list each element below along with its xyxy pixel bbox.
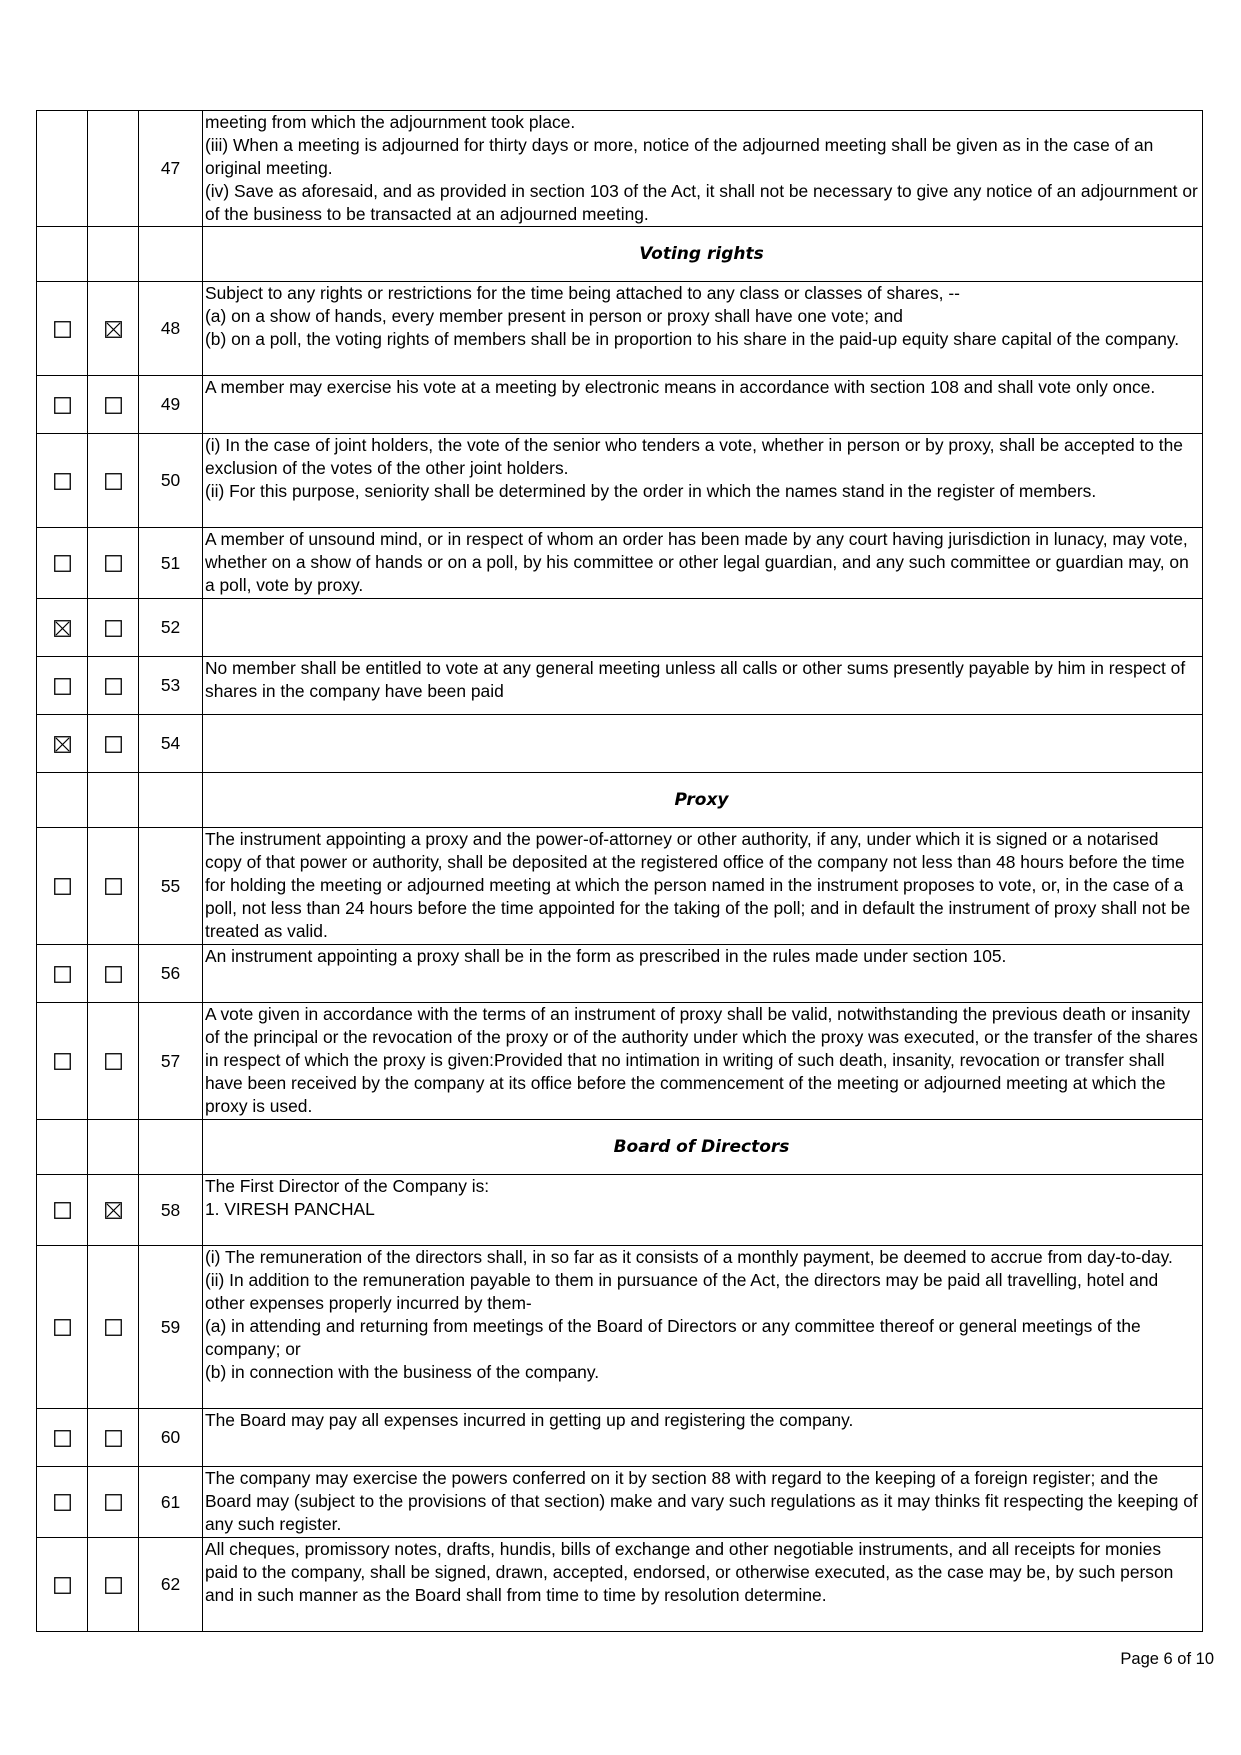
article-text: A vote given in accordance with the terms of an instrument of proxy shall be valid, notwithstanding the previous death or insanity of the principal or the revocation of the proxy or of the authority under which the proxy was executed, or the transfer of the shares in respect of which the proxy is given:Provided that no intimation in writing of such death, insanity, revocation or transfer shall have been received by the company at its office before the commencement of the meeting or adjourned meeting at which the proxy is used.	[203, 1003, 1203, 1120]
checkbox-cell-1	[37, 1467, 88, 1538]
checkbox-cell-1	[37, 1409, 88, 1467]
checked-checkbox-1[interactable]	[54, 736, 71, 753]
article-text: (i) In the case of joint holders, the vote of the senior who tenders a vote, whether in person or by proxy, shall be accepted to the exclusion of the votes of the other joint holders. (ii) For this purpose, seniority shall be determined by the order in which the names stand in the register of members.	[203, 434, 1203, 528]
article-number: 51	[139, 528, 203, 599]
checkbox-1[interactable]	[54, 321, 71, 338]
section-heading: Board of Directors	[203, 1120, 1203, 1175]
article-text: The First Director of the Company is: 1. VIRESH PANCHAL	[203, 1175, 1203, 1246]
article-row	[37, 434, 1203, 528]
checked-checkbox-1[interactable]	[54, 620, 71, 637]
article-text: (i) The remuneration of the directors shall, in so far as it consists of a monthly payment, be deemed to accrue from day-to-day. (ii) In addition to the remuneration payable to them in pursuance of the Act, the directors may be paid all travelling, hotel and other expenses properly incurred by them- (a) in attending and returning from meetings of the Board of Directors or any committee thereof or general meetings of the company; or (b) in connection with the business of the company.	[203, 1246, 1203, 1409]
article-text: The company may exercise the powers conferred on it by section 88 with regard to the keeping of a foreign register; and the Board may (subject to the provisions of that section) make and vary such regulations as it may thinks fit respecting the keeping of any such register.	[203, 1467, 1203, 1538]
article-number: 59	[139, 1246, 203, 1409]
checkbox-1[interactable]	[54, 397, 71, 414]
article-number	[139, 773, 203, 828]
section-heading: Proxy	[203, 773, 1203, 828]
checkbox-1[interactable]	[54, 1577, 71, 1594]
checkbox-cell-1	[37, 828, 88, 945]
checkbox-cell-1	[37, 1120, 88, 1175]
checkbox-2[interactable]	[105, 966, 122, 983]
checkbox-cell-2	[88, 599, 139, 657]
checkbox-cell-2	[88, 282, 139, 376]
article-row	[37, 945, 1203, 1003]
article-row	[37, 282, 1203, 376]
checkbox-1[interactable]	[54, 966, 71, 983]
checkbox-cell-2	[88, 1538, 139, 1632]
checked-checkbox-2[interactable]	[105, 1202, 122, 1219]
checkbox-2[interactable]	[105, 678, 122, 695]
article-number	[139, 1120, 203, 1175]
checkbox-cell-2	[88, 1003, 139, 1120]
checkbox-cell-2	[88, 111, 139, 227]
checkbox-cell-2	[88, 773, 139, 828]
section-heading: Voting rights	[203, 227, 1203, 282]
article-number: 49	[139, 376, 203, 434]
section-heading-row	[37, 1120, 1203, 1175]
article-number: 48	[139, 282, 203, 376]
article-number: 47	[139, 111, 203, 227]
article-row	[37, 1538, 1203, 1632]
checkbox-1[interactable]	[54, 678, 71, 695]
article-row	[37, 1467, 1203, 1538]
checkbox-cell-2	[88, 528, 139, 599]
article-text: A member may exercise his vote at a meeting by electronic means in accordance with section 108 and shall vote only once.	[203, 376, 1203, 434]
checkbox-cell-1	[37, 599, 88, 657]
checkbox-cell-1	[37, 376, 88, 434]
checkbox-cell-2	[88, 657, 139, 715]
article-text	[203, 599, 1203, 657]
checkbox-cell-1	[37, 528, 88, 599]
article-number: 50	[139, 434, 203, 528]
checkbox-cell-1	[37, 1246, 88, 1409]
checkbox-cell-2	[88, 1409, 139, 1467]
article-row	[37, 715, 1203, 773]
checkbox-cell-2	[88, 945, 139, 1003]
checkbox-cell-2	[88, 715, 139, 773]
checkbox-2[interactable]	[105, 1053, 122, 1070]
article-number	[139, 227, 203, 282]
checkbox-cell-2	[88, 1120, 139, 1175]
article-row	[37, 828, 1203, 945]
checked-checkbox-2[interactable]	[105, 321, 122, 338]
article-text: Subject to any rights or restrictions for the time being attached to any class or classes of shares, -- (a) on a show of hands, every member present in person or proxy shall have one vote; and (b) on a poll, the voting rights of members shall be in proportion to his share in the paid-up equity share capital of the company.	[203, 282, 1203, 376]
article-text: The Board may pay all expenses incurred in getting up and registering the company.	[203, 1409, 1203, 1467]
checkbox-1[interactable]	[54, 1494, 71, 1511]
checkbox-1[interactable]	[54, 1202, 71, 1219]
checkbox-2[interactable]	[105, 736, 122, 753]
checkbox-2[interactable]	[105, 1430, 122, 1447]
checkbox-cell-2	[88, 1467, 139, 1538]
article-number: 56	[139, 945, 203, 1003]
checkbox-cell-1	[37, 715, 88, 773]
checkbox-cell-2	[88, 1175, 139, 1246]
checkbox-2[interactable]	[105, 620, 122, 637]
article-row	[37, 1409, 1203, 1467]
section-heading-row	[37, 227, 1203, 282]
checkbox-cell-1	[37, 434, 88, 528]
checkbox-cell-1	[37, 111, 88, 227]
checkbox-2[interactable]	[105, 555, 122, 572]
article-row	[37, 599, 1203, 657]
checkbox-cell-2	[88, 1246, 139, 1409]
checkbox-cell-2	[88, 828, 139, 945]
checkbox-1[interactable]	[54, 1053, 71, 1070]
checkbox-1[interactable]	[54, 473, 71, 490]
checkbox-2[interactable]	[105, 397, 122, 414]
checkbox-1[interactable]	[54, 1319, 71, 1336]
article-number: 62	[139, 1538, 203, 1632]
article-text: All cheques, promissory notes, drafts, hundis, bills of exchange and other negotiable instruments, and all receipts for monies paid to the company, shall be signed, drawn, accepted, endorsed, or otherwise executed, as the case may be, by such person and in such manner as the Board shall from time to time by resolution determine.	[203, 1538, 1203, 1632]
checkbox-cell-1	[37, 1003, 88, 1120]
article-row	[37, 1175, 1203, 1246]
article-row	[37, 528, 1203, 599]
article-text	[203, 715, 1203, 773]
article-row	[37, 1246, 1203, 1409]
article-number: 58	[139, 1175, 203, 1246]
checkbox-2[interactable]	[105, 473, 122, 490]
article-text: No member shall be entitled to vote at any general meeting unless all calls or other sums presently payable by him in respect of shares in the company have been paid	[203, 657, 1203, 715]
article-text: meeting from which the adjournment took place. (iii) When a meeting is adjourned for thirty days or more, notice of the adjourned meeting shall be given as in the case of an original meeting. (iv) Save as aforesaid, and as provided in section 103 of the Act, it shall not be necessary to give any notice of an adjournment or of the business to be transacted at an adjourned meeting.	[203, 111, 1203, 227]
checkbox-cell-1	[37, 657, 88, 715]
article-number: 53	[139, 657, 203, 715]
checkbox-1[interactable]	[54, 1430, 71, 1447]
article-row	[37, 1003, 1203, 1120]
checkbox-cell-2	[88, 434, 139, 528]
articles-table	[36, 110, 1203, 1632]
article-text: The instrument appointing a proxy and the power-of-attorney or other authority, if any, under which it is signed or a notarised copy of that power or authority, shall be deposited at the registered office of the company not less than 48 hours before the time for holding the meeting or adjourned meeting at which the person named in the instrument proposes to vote, or, in the case of a poll, not less than 24 hours before the time appointed for the taking of the poll; and in default the instrument of proxy shall not be treated as valid.	[203, 828, 1203, 945]
article-text: A member of unsound mind, or in respect of whom an order has been made by any court having jurisdiction in lunacy, may vote, whether on a show of hands or on a poll, by his committee or other legal guardian, and any such committee or guardian may, on a poll, vote by proxy.	[203, 528, 1203, 599]
checkbox-1[interactable]	[54, 878, 71, 895]
article-text: An instrument appointing a proxy shall be in the form as prescribed in the rules made under section 105.	[203, 945, 1203, 1003]
article-number: 54	[139, 715, 203, 773]
article-row	[37, 657, 1203, 715]
checkbox-2[interactable]	[105, 1319, 122, 1336]
article-row	[37, 376, 1203, 434]
article-number: 52	[139, 599, 203, 657]
checkbox-cell-2	[88, 376, 139, 434]
checkbox-2[interactable]	[105, 1494, 122, 1511]
article-number: 57	[139, 1003, 203, 1120]
checkbox-2[interactable]	[105, 1577, 122, 1594]
checkbox-cell-1	[37, 227, 88, 282]
checkbox-1[interactable]	[54, 555, 71, 572]
checkbox-cell-1	[37, 1175, 88, 1246]
articles-table-body	[37, 111, 1203, 1632]
article-number: 61	[139, 1467, 203, 1538]
checkbox-2[interactable]	[105, 878, 122, 895]
page-number: Page 6 of 10	[1120, 1650, 1214, 1668]
checkbox-cell-1	[37, 1538, 88, 1632]
checkbox-cell-1	[37, 773, 88, 828]
checkbox-cell-1	[37, 282, 88, 376]
section-heading-row	[37, 773, 1203, 828]
checkbox-cell-1	[37, 945, 88, 1003]
article-row	[37, 111, 1203, 227]
article-number: 60	[139, 1409, 203, 1467]
article-number: 55	[139, 828, 203, 945]
checkbox-cell-2	[88, 227, 139, 282]
